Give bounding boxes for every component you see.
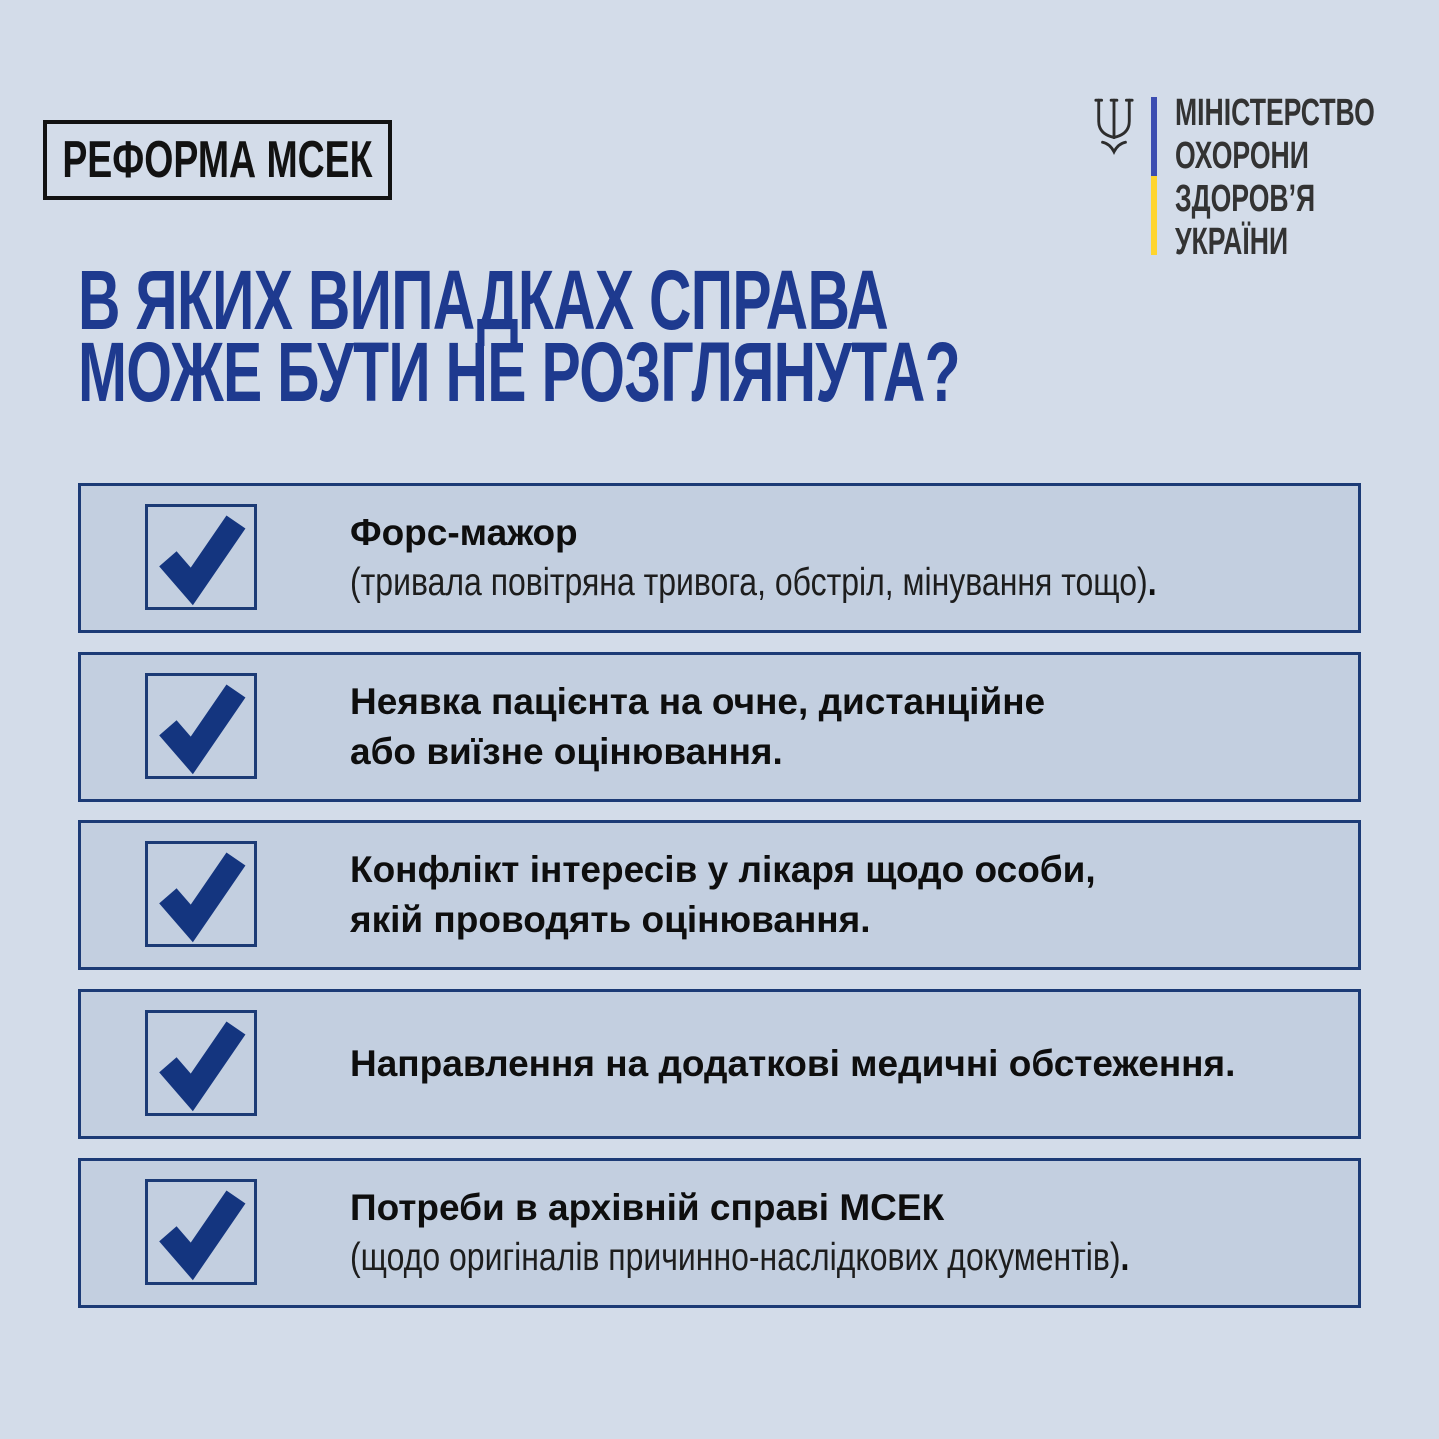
item-detail-text: (тривала повітряна тривога, обстріл, мінування тощо) — [350, 561, 1148, 604]
item-heading: Форс-мажор — [350, 512, 578, 553]
checklist-item-conflict-of-interest — [78, 820, 1361, 970]
item-detail — [350, 1233, 1168, 1283]
checkbox-checked-icon — [145, 841, 257, 947]
item-detail-text: (щодо оригіналів причинно-наслідкових документів) — [350, 1236, 1121, 1279]
page-title-line: В ЯКИХ ВИПАДКАХ СПРАВА — [78, 253, 889, 347]
ministry-name-line: УКРАЇНИ — [1175, 221, 1289, 263]
item-heading: Неявка пацієнта на очне, дистанційне — [350, 681, 1046, 722]
checklist-item-additional-examinations — [78, 989, 1361, 1139]
checklist-item-force-majeure — [78, 483, 1361, 633]
checkbox-checked-icon — [145, 504, 257, 610]
item-detail — [350, 558, 1168, 608]
reform-badge-label: РЕФОРМА МСЕК — [62, 131, 373, 189]
page-title-line: МОЖЕ БУТИ НЕ РОЗГЛЯНУТА? — [78, 325, 960, 419]
ministry-logo — [1093, 92, 1439, 264]
checkbox-checked-icon — [145, 1179, 257, 1285]
reform-badge — [43, 120, 392, 200]
page-title — [78, 253, 1338, 419]
item-heading: Направлення на додаткові медичні обстеження. — [350, 1043, 1236, 1084]
ministry-name-line: МІНІСТЕРСТВО — [1175, 92, 1375, 134]
item-heading: Конфлікт інтересів у лікаря щодо особи, — [350, 849, 1096, 890]
item-detail-suffix: . — [1147, 561, 1157, 604]
ministry-name-line: ОХОРОНИ — [1175, 135, 1309, 177]
checklist-item-text — [350, 823, 1348, 967]
checklist-item-text — [350, 992, 1348, 1136]
item-heading: якій проводять оцінювання. — [350, 899, 871, 940]
ministry-name — [1175, 92, 1439, 264]
checklist-item-text — [350, 486, 1348, 630]
flag-divider-bar — [1151, 97, 1157, 255]
item-heading: або виїзне оцінювання. — [350, 731, 783, 772]
checklist-item-no-show — [78, 652, 1361, 802]
item-detail-suffix: . — [1120, 1236, 1130, 1279]
checklist-item-text — [350, 655, 1348, 799]
checkbox-checked-icon — [145, 673, 257, 779]
checklist-item-text — [350, 1161, 1348, 1305]
ministry-name-line: ЗДОРОВ’Я — [1175, 178, 1316, 220]
checklist-item-archive-case — [78, 1158, 1361, 1308]
item-heading: Потреби в архівній справі МСЕК — [350, 1187, 945, 1228]
ukraine-trident-icon — [1093, 96, 1135, 161]
checkbox-checked-icon — [145, 1010, 257, 1116]
